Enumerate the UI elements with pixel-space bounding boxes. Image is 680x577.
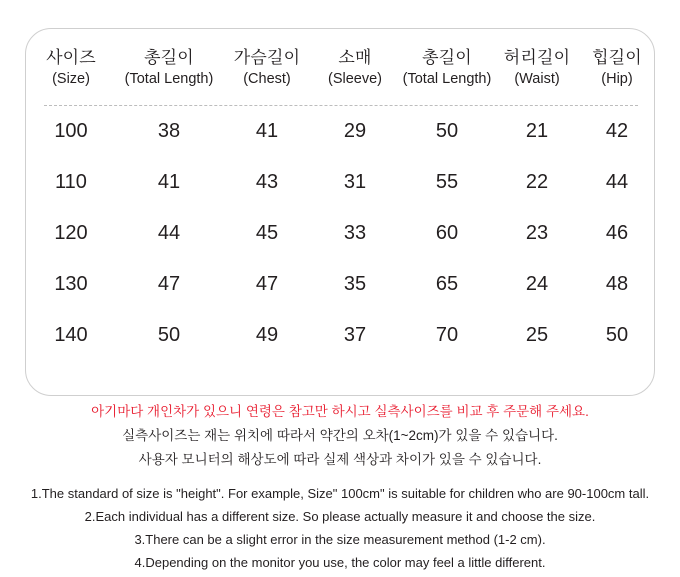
column-header-total-length-top-ko: 총길이 <box>144 47 194 67</box>
cell-total-length-top: 50 <box>157 324 181 346</box>
column-header-chest <box>222 29 312 105</box>
cell-sleeve: 31 <box>343 171 367 193</box>
cell-hip: 42 <box>605 120 629 142</box>
notes-english <box>0 482 680 574</box>
cell-chest: 45 <box>255 222 279 244</box>
cell-hip: 46 <box>605 222 629 244</box>
cell-chest: 43 <box>255 171 279 193</box>
note-korean-warning: 아기마다 개인차가 있으니 연령은 참고만 하시고 실측사이즈를 비교 후 주문해 주세요. <box>91 404 589 419</box>
column-header-chest-en: (Chest) <box>243 70 291 87</box>
cell-size: 140 <box>54 324 88 346</box>
note-english-4: 4.Depending on the monitor you use, the color may feel a little different. <box>134 555 546 570</box>
cell-total-length-bottom: 50 <box>435 120 459 142</box>
cell-total-length-bottom: 55 <box>435 171 459 193</box>
note-english-2: 2.Each individual has a different size. So please actually measure it and choose the size. <box>84 509 596 524</box>
column-header-total-length-bottom-ko: 총길이 <box>422 47 472 67</box>
cell-sleeve: 29 <box>343 120 367 142</box>
note-english-3: 3.There can be a slight error in the size measurement method (1-2 cm). <box>134 532 546 547</box>
table-row <box>26 310 656 361</box>
cell-total-length-bottom: 70 <box>435 324 459 346</box>
column-header-size-en: (Size) <box>52 70 90 87</box>
table-row <box>26 208 656 259</box>
column-header-sleeve <box>312 29 398 105</box>
cell-sleeve: 37 <box>343 324 367 346</box>
cell-total-length-bottom: 60 <box>435 222 459 244</box>
column-header-waist-ko: 허리길이 <box>503 47 571 67</box>
column-header-waist-en: (Waist) <box>514 70 560 87</box>
cell-hip: 48 <box>605 273 629 295</box>
column-header-total-length-bottom-en: (Total Length) <box>402 70 492 87</box>
cell-size: 100 <box>54 120 88 142</box>
cell-hip: 44 <box>605 171 629 193</box>
note-korean-monitor: 사용자 모니터의 해상도에 따라 실제 색상과 차이가 있을 수 있습니다. <box>138 452 542 467</box>
cell-sleeve: 33 <box>343 222 367 244</box>
size-table <box>26 29 656 361</box>
cell-chest: 49 <box>255 324 279 346</box>
column-header-sleeve-en: (Sleeve) <box>328 70 382 87</box>
table-header-row <box>26 29 656 105</box>
column-header-size-ko: 사이즈 <box>46 47 96 67</box>
cell-size: 120 <box>54 222 88 244</box>
column-header-size <box>26 29 116 105</box>
table-row <box>26 157 656 208</box>
note-english-1: 1.The standard of size is "height". For example, Size" 100cm" is suitable for children who are 90-100cm tall. <box>30 486 650 501</box>
size-table-card <box>25 28 655 396</box>
cell-total-length-top: 44 <box>157 222 181 244</box>
table-row <box>26 259 656 310</box>
column-header-total-length-top <box>116 29 222 105</box>
cell-size: 130 <box>54 273 88 295</box>
cell-size: 110 <box>55 171 87 193</box>
cell-chest: 47 <box>255 273 279 295</box>
column-header-hip-en: (Hip) <box>601 70 633 87</box>
column-header-hip-ko: 힙길이 <box>592 47 642 67</box>
table-row <box>26 106 656 157</box>
cell-waist: 25 <box>525 324 549 346</box>
cell-total-length-bottom: 65 <box>435 273 459 295</box>
cell-hip: 50 <box>605 324 629 346</box>
cell-total-length-top: 47 <box>157 273 181 295</box>
column-header-hip <box>578 29 656 105</box>
cell-waist: 24 <box>525 273 549 295</box>
cell-waist: 22 <box>525 171 549 193</box>
cell-waist: 21 <box>525 120 549 142</box>
cell-sleeve: 35 <box>343 273 367 295</box>
column-header-total-length-bottom <box>398 29 496 105</box>
column-header-total-length-top-en: (Total Length) <box>124 70 214 87</box>
cell-chest: 41 <box>255 120 279 142</box>
cell-total-length-top: 38 <box>157 120 181 142</box>
notes-section <box>0 400 680 574</box>
cell-waist: 23 <box>525 222 549 244</box>
column-header-chest-ko: 가슴길이 <box>233 47 301 67</box>
note-korean-measure: 실측사이즈는 재는 위치에 따라서 약간의 오차(1~2cm)가 있을 수 있습니다. <box>122 428 558 443</box>
column-header-sleeve-ko: 소매 <box>338 47 372 67</box>
column-header-waist <box>496 29 578 105</box>
cell-total-length-top: 41 <box>157 171 181 193</box>
